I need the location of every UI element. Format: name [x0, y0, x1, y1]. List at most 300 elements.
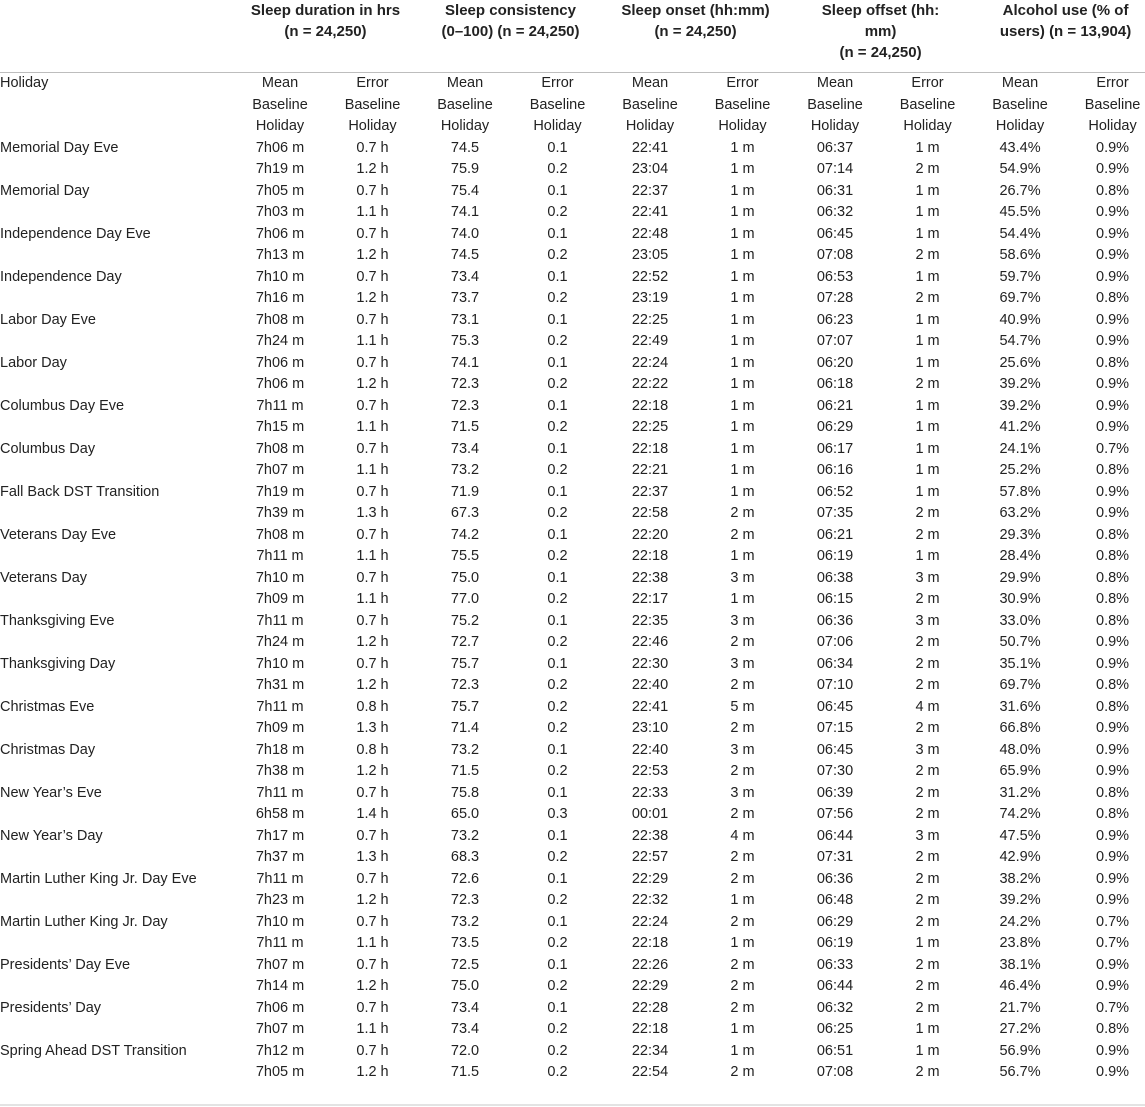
table-cell: 1.1 h — [356, 591, 389, 607]
table-cell: 72.5 — [450, 956, 480, 973]
header-alcohol-use: Alcohol use (% of users) (n = 13,904) — [973, 0, 1145, 73]
table-cell: 75.5 — [450, 548, 480, 564]
table-cell: 1.2 h — [356, 290, 389, 306]
table-cell: 0.1 — [547, 311, 568, 328]
table-cell: 0.1 — [547, 483, 568, 500]
table-cell: 3 m — [730, 612, 755, 629]
table-cell: 22:33 — [631, 784, 669, 801]
table-cell: 73.1 — [450, 311, 480, 328]
table-cell: 23:19 — [631, 290, 669, 306]
table-cell: 39.2% — [999, 376, 1041, 392]
table-row — [0, 202, 1145, 224]
table-cell: 0.7 h — [356, 440, 389, 457]
table-cell: 06:29 — [816, 913, 854, 930]
table-cell: 22:28 — [631, 999, 669, 1016]
table-cell: 07:35 — [816, 505, 854, 521]
table-cell: 0.7 h — [356, 870, 389, 887]
subheader-error-line: Error — [911, 75, 944, 91]
table-cell: 0.7 h — [356, 913, 389, 930]
table-cell: 7h06 m — [255, 354, 305, 371]
table-cell: 22:29 — [631, 870, 669, 887]
table-cell: 1.1 h — [356, 419, 389, 435]
table-cell: 0.8% — [1096, 548, 1130, 564]
table-cell: 06:48 — [816, 892, 854, 908]
table-cell: 7h19 m — [255, 161, 305, 177]
table-cell: 22:41 — [631, 698, 669, 715]
table-cell: 2 m — [915, 290, 940, 306]
table-cell: 29.9% — [999, 569, 1041, 586]
table-cell: 0.2 — [547, 462, 568, 478]
holiday-name — [0, 589, 233, 611]
table-cell: 7h38 m — [255, 763, 305, 779]
table-cell: 71.5 — [450, 763, 480, 779]
table-cell: 07:07 — [816, 333, 854, 349]
table-cell: 66.8% — [999, 720, 1041, 736]
table-cell: 22:41 — [631, 139, 669, 156]
table-cell: 1 m — [730, 1042, 755, 1059]
table-cell: 75.0 — [450, 569, 480, 586]
table-cell: 2 m — [915, 978, 940, 994]
subheader-error-line: Baseline — [344, 96, 401, 113]
table-cell: 1 m — [915, 139, 940, 156]
table-cell: 06:45 — [816, 698, 854, 715]
table-cell: 06:36 — [816, 612, 854, 629]
table-cell: 7h03 m — [255, 204, 305, 220]
table-cell: 73.2 — [450, 462, 480, 478]
subheader-error-line: Holiday — [903, 118, 952, 134]
table-cell: 22:18 — [631, 440, 669, 457]
table-row — [0, 568, 1145, 590]
table-cell: 0.9% — [1096, 247, 1130, 263]
table-cell: 54.7% — [999, 333, 1041, 349]
table-cell: 1.1 h — [356, 462, 389, 478]
table-cell: 75.8 — [450, 784, 480, 801]
table-cell: 06:17 — [816, 440, 854, 457]
table-cell: 22:18 — [631, 397, 669, 414]
table-cell: 74.2 — [450, 526, 480, 543]
holiday-name — [0, 761, 233, 783]
table-cell: 22:25 — [631, 311, 669, 328]
table-cell: 0.2 — [547, 505, 568, 521]
table-cell: 7h10 m — [255, 655, 305, 672]
table-cell: 1.2 h — [356, 634, 389, 650]
table-cell: 2 m — [730, 913, 755, 930]
table-cell: 63.2% — [999, 505, 1041, 521]
table-cell: 2 m — [915, 634, 940, 650]
table-cell: 2 m — [730, 999, 755, 1016]
table-cell: 67.3 — [450, 505, 480, 521]
table-cell: 2 m — [915, 784, 940, 801]
row-label-header — [0, 0, 233, 73]
subheader-mean-line: Holiday — [440, 118, 490, 134]
table-cell: 33.0% — [999, 612, 1041, 629]
table-cell: 0.2 — [547, 290, 568, 306]
table-cell: 74.0 — [450, 225, 480, 242]
table-cell: 72.0 — [450, 1042, 480, 1059]
table-cell: 0.8% — [1096, 1021, 1130, 1037]
table-cell: 22:52 — [631, 268, 669, 285]
table-cell: 73.5 — [450, 935, 480, 951]
table-cell: 0.9% — [1096, 204, 1130, 220]
table-cell: 7h15 m — [255, 419, 305, 435]
table-cell: 0.8% — [1096, 354, 1130, 371]
table-cell: 0.8% — [1096, 462, 1130, 478]
table-cell: 2 m — [730, 677, 755, 693]
table-cell: 0.1 — [547, 182, 568, 199]
table-cell: 0.2 — [547, 978, 568, 994]
table-cell: 73.2 — [450, 741, 480, 758]
table-cell: 06:31 — [816, 182, 854, 199]
table-cell: 06:53 — [816, 268, 854, 285]
table-cell: 2 m — [915, 591, 940, 607]
table-cell: 29.3% — [999, 526, 1041, 543]
table-cell: 06:25 — [816, 1021, 854, 1037]
table-cell: 1.2 h — [356, 247, 389, 263]
table-cell: 1 m — [915, 1021, 940, 1037]
table-cell: 06:32 — [816, 999, 854, 1016]
table-cell: 0.1 — [547, 397, 568, 414]
table-cell: 38.2% — [999, 870, 1041, 887]
table-cell: 0.8 h — [356, 741, 389, 758]
table-cell: 54.9% — [999, 161, 1041, 177]
subheader-mean-line: Holiday — [810, 118, 860, 134]
holiday-name — [0, 976, 233, 998]
subheader-error-line: Error — [1096, 75, 1129, 91]
table-cell: 7h37 m — [255, 849, 305, 865]
table-cell: 7h13 m — [255, 247, 305, 263]
holiday-name: Fall Back DST Transition — [0, 483, 160, 500]
table-cell: 0.1 — [547, 440, 568, 457]
table-cell: 3 m — [915, 741, 940, 758]
table-bottom-rule — [0, 1104, 1145, 1106]
table-cell: 2 m — [915, 999, 940, 1016]
table-cell: 0.2 — [547, 1021, 568, 1037]
table-cell: 0.8% — [1096, 569, 1130, 586]
table-cell: 2 m — [915, 677, 940, 693]
table-cell: 0.9% — [1096, 505, 1130, 521]
table-cell: 7h18 m — [255, 741, 305, 758]
table-cell: 23:10 — [631, 720, 669, 736]
subheader-error-4 — [1067, 73, 1145, 138]
table-cell: 72.3 — [450, 677, 480, 693]
table-cell: 1.4 h — [356, 806, 389, 822]
subheader-error-line: Baseline — [529, 96, 586, 113]
table-cell: 31.2% — [999, 784, 1041, 801]
holiday-name — [0, 245, 233, 267]
subheader-error-line: Holiday — [533, 118, 582, 134]
table-cell: 0.2 — [547, 419, 568, 435]
subheader-error-0 — [327, 73, 418, 138]
table-cell: 39.2% — [999, 397, 1041, 414]
table-cell: 1 m — [730, 333, 755, 349]
table-cell: 2 m — [915, 720, 940, 736]
table-cell: 0.7 h — [356, 784, 389, 801]
table-cell: 1 m — [915, 483, 940, 500]
table-cell: 7h05 m — [255, 1064, 305, 1080]
subheader-error-line: Holiday — [718, 118, 767, 134]
table-row — [0, 181, 1145, 203]
holiday-name — [0, 202, 233, 224]
table-cell: 06:16 — [816, 462, 854, 478]
table-cell: 22:40 — [631, 677, 669, 693]
table-cell: 47.5% — [999, 827, 1041, 844]
table-cell: 7h07 m — [255, 956, 305, 973]
table-row — [0, 697, 1145, 719]
table-cell: 22:18 — [631, 1021, 669, 1037]
table-cell: 22:32 — [631, 892, 669, 908]
table-cell: 2 m — [730, 634, 755, 650]
table-cell: 22:17 — [631, 591, 669, 607]
table-cell: 1 m — [915, 311, 940, 328]
table-cell: 0.9% — [1096, 483, 1130, 500]
table-cell: 74.2% — [999, 806, 1041, 822]
table-cell: 7h09 m — [255, 720, 305, 736]
table-cell: 0.8% — [1096, 806, 1130, 822]
holiday-name — [0, 417, 233, 439]
table-cell: 06:44 — [816, 827, 854, 844]
table-cell: 39.2% — [999, 892, 1041, 908]
holiday-name: Veterans Day — [0, 569, 88, 586]
table-cell: 77.0 — [450, 591, 480, 607]
table-cell: 1.3 h — [356, 720, 389, 736]
table-row — [0, 955, 1145, 977]
table-cell: 0.7 h — [356, 612, 389, 629]
table-cell: 0.9% — [1096, 333, 1130, 349]
header-sleep-duration: Sleep duration in hrs (n = 24,250) — [233, 0, 418, 73]
table-cell: 0.2 — [547, 376, 568, 392]
table-cell: 25.6% — [999, 354, 1041, 371]
table-cell: 1 m — [730, 935, 755, 951]
subheader-row — [0, 73, 1145, 138]
subheader-mean-line: Baseline — [252, 96, 308, 113]
table-row — [0, 331, 1145, 353]
table-cell: 0.7 h — [356, 397, 389, 414]
table-cell: 24.1% — [999, 440, 1041, 457]
table-cell: 0.1 — [547, 354, 568, 371]
table-cell: 22:24 — [631, 913, 669, 930]
table-cell: 22:46 — [631, 634, 669, 650]
table-cell: 2 m — [730, 526, 755, 543]
subheader-error-line: Baseline — [1084, 96, 1141, 113]
table-cell: 0.7 h — [356, 1042, 389, 1059]
table-cell: 30.9% — [999, 591, 1041, 607]
header-sleep-onset: Sleep onset (hh:mm) (n = 24,250) — [603, 0, 788, 73]
table-cell: 22:34 — [631, 1042, 669, 1059]
table-cell: 65.0 — [450, 806, 480, 822]
table-cell: 06:21 — [816, 397, 854, 414]
table-cell: 72.3 — [450, 376, 480, 392]
table-cell: 72.6 — [450, 870, 480, 887]
table-cell: 7h11 m — [256, 612, 304, 629]
table-cell: 0.1 — [547, 999, 568, 1016]
holiday-name — [0, 460, 233, 482]
table-row — [0, 1041, 1145, 1063]
table-cell: 0.7 h — [356, 483, 389, 500]
table-cell: 1.2 h — [356, 376, 389, 392]
table-cell: 7h10 m — [255, 569, 305, 586]
table-cell: 75.0 — [450, 978, 480, 994]
table-cell: 22:53 — [631, 763, 669, 779]
holiday-name: Memorial Day Eve — [0, 139, 119, 156]
table-cell: 1 m — [730, 440, 755, 457]
table-cell: 1 m — [915, 354, 940, 371]
table-cell: 40.9% — [999, 311, 1041, 328]
table-cell: 22:24 — [631, 354, 669, 371]
table-cell: 56.7% — [999, 1064, 1041, 1080]
table-cell: 0.2 — [547, 548, 568, 564]
table-cell: 1 m — [730, 397, 755, 414]
subheader-mean-0 — [233, 73, 327, 138]
table-cell: 2 m — [915, 1064, 940, 1080]
table-cell: 0.8% — [1096, 698, 1130, 715]
table-cell: 1 m — [915, 440, 940, 457]
table-row — [0, 245, 1145, 267]
table-cell: 0.9% — [1096, 225, 1130, 242]
table-cell: 0.8% — [1096, 677, 1130, 693]
table-cell: 1.2 h — [356, 763, 389, 779]
table-cell: 35.1% — [999, 655, 1041, 672]
table-cell: 2 m — [915, 956, 940, 973]
table-cell: 07:56 — [816, 806, 854, 822]
table-cell: 07:06 — [816, 634, 854, 650]
table-cell: 56.9% — [999, 1042, 1041, 1059]
holiday-column-label: Holiday — [0, 75, 49, 91]
table-cell: 7h07 m — [255, 462, 305, 478]
table-cell: 71.5 — [450, 1064, 480, 1080]
table-cell: 73.4 — [450, 440, 480, 457]
table-cell: 22:18 — [631, 935, 669, 951]
table-cell: 2 m — [730, 870, 755, 887]
table-cell: 1.1 h — [356, 1021, 389, 1037]
table-cell: 0.1 — [547, 268, 568, 285]
table-cell: 7h16 m — [255, 290, 305, 306]
table-cell: 1 m — [730, 161, 755, 177]
table-cell: 27.2% — [999, 1021, 1041, 1037]
table-cell: 48.0% — [999, 741, 1041, 758]
table-cell: 22:40 — [631, 741, 669, 758]
header-sleep-offset: Sleep offset (hh: mm) (n = 24,250) — [788, 0, 973, 73]
subheader-mean-line: Holiday — [255, 118, 305, 134]
table-cell: 0.7 h — [356, 354, 389, 371]
table-cell: 45.5% — [999, 204, 1041, 220]
table-cell: 06:29 — [816, 419, 854, 435]
table-cell: 1 m — [730, 290, 755, 306]
table-cell: 3 m — [730, 741, 755, 758]
table-cell: 65.9% — [999, 763, 1041, 779]
table-cell: 1.1 h — [356, 333, 389, 349]
holiday-name: Thanksgiving Eve — [0, 612, 115, 629]
holiday-name — [0, 288, 233, 310]
holiday-name — [0, 675, 233, 697]
table-cell: 7h24 m — [255, 333, 305, 349]
table-cell: 07:31 — [816, 849, 854, 865]
table-row — [0, 439, 1145, 461]
table-cell: 1 m — [915, 333, 940, 349]
table-cell: 5 m — [730, 698, 755, 715]
table-cell: 74.5 — [450, 139, 480, 156]
table-cell: 1 m — [915, 1042, 940, 1059]
table-cell: 0.7 h — [356, 827, 389, 844]
table-row — [0, 611, 1145, 633]
table-cell: 0.1 — [547, 569, 568, 586]
table-cell: 22:29 — [631, 978, 669, 994]
table-cell: 22:26 — [631, 956, 669, 973]
table-cell: 3 m — [730, 784, 755, 801]
table-cell: 0.2 — [547, 161, 568, 177]
table-cell: 7h09 m — [255, 591, 305, 607]
subheader-mean-4 — [973, 73, 1067, 138]
table-cell: 22:18 — [631, 548, 669, 564]
table-cell: 22:35 — [631, 612, 669, 629]
table-cell: 22:25 — [631, 419, 669, 435]
holiday-name — [0, 632, 233, 654]
table-cell: 72.7 — [450, 634, 480, 650]
holiday-name — [0, 503, 233, 525]
table-cell: 0.7 h — [356, 999, 389, 1016]
table-cell: 22:49 — [631, 333, 669, 349]
table-cell: 1 m — [730, 247, 755, 263]
table-cell: 41.2% — [999, 419, 1041, 435]
table-cell: 7h08 m — [255, 311, 305, 328]
table-cell: 7h11 m — [256, 397, 304, 414]
table-cell: 7h06 m — [255, 376, 305, 392]
table-cell: 0.1 — [547, 784, 568, 801]
table-cell: 1.1 h — [356, 548, 389, 564]
table-cell: 2 m — [915, 806, 940, 822]
table-cell: 2 m — [915, 763, 940, 779]
table-cell: 7h17 m — [255, 827, 305, 844]
subheader-error-line: Baseline — [714, 96, 771, 113]
table-cell: 0.8% — [1096, 784, 1130, 801]
table-cell: 0.9% — [1096, 1064, 1130, 1080]
table-cell: 2 m — [915, 655, 940, 672]
table-cell: 57.8% — [999, 483, 1041, 500]
table-cell: 42.9% — [999, 849, 1041, 865]
table-cell: 06:52 — [816, 483, 854, 500]
table-cell: 24.2% — [999, 913, 1041, 930]
holiday-name: Martin Luther King Jr. Day Eve — [0, 870, 197, 887]
table-cell: 75.7 — [450, 655, 480, 672]
table-row — [0, 998, 1145, 1020]
subheader-mean-1 — [418, 73, 512, 138]
holiday-name: Christmas Eve — [0, 698, 95, 715]
table-cell: 0.9% — [1096, 268, 1130, 285]
table-cell: 0.8% — [1096, 591, 1130, 607]
holiday-name: Christmas Day — [0, 741, 96, 758]
table-cell: 46.4% — [999, 978, 1041, 994]
table-row — [0, 482, 1145, 504]
table-cell: 72.3 — [450, 397, 480, 414]
holiday-name — [0, 804, 233, 826]
table-cell: 1 m — [730, 268, 755, 285]
subheader-mean-line: Mean — [261, 75, 299, 91]
table-cell: 0.9% — [1096, 139, 1130, 156]
holiday-name: Veterans Day Eve — [0, 526, 117, 543]
table-cell: 1 m — [730, 892, 755, 908]
table-cell: 71.4 — [450, 720, 480, 736]
table-cell: 7h11 m — [256, 870, 304, 887]
table-cell: 4 m — [730, 827, 755, 844]
table-row — [0, 1019, 1145, 1041]
table-cell: 2 m — [730, 763, 755, 779]
table-cell: 1 m — [915, 935, 940, 951]
table-cell: 75.7 — [450, 698, 480, 715]
table-cell: 7h10 m — [255, 913, 305, 930]
table-cell: 0.9% — [1096, 827, 1130, 844]
table-cell: 58.6% — [999, 247, 1041, 263]
table-row — [0, 374, 1145, 396]
table-cell: 22:22 — [631, 376, 669, 392]
